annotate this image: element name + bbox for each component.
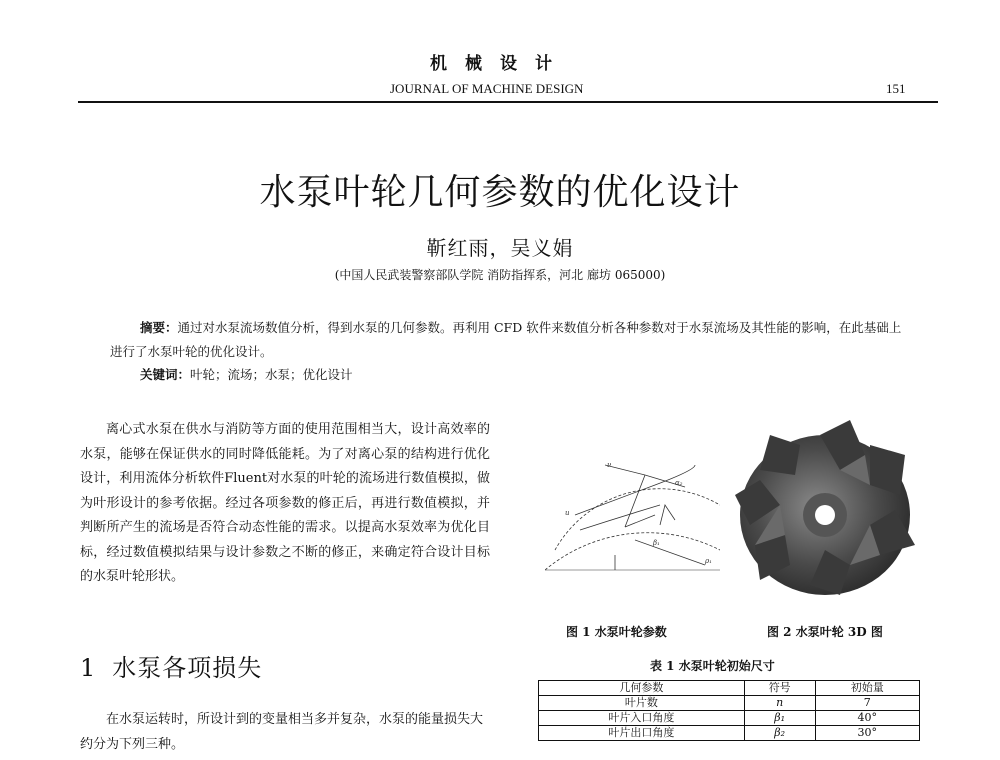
section-title: 水泵各项损失 bbox=[112, 654, 263, 682]
svg-text:ν: ν bbox=[607, 461, 612, 469]
table-1-caption: 表 1 水泵叶轮初始尺寸 bbox=[650, 659, 775, 673]
svg-text:α₂: α₂ bbox=[675, 479, 683, 487]
keywords bbox=[140, 365, 353, 383]
header-rule bbox=[78, 101, 938, 103]
figure-impeller-parameters bbox=[545, 445, 720, 575]
figure-1-caption: 图 1 水泵叶轮参数 bbox=[566, 625, 667, 639]
table-row bbox=[539, 711, 920, 726]
affiliation: (中国人民武装警察部队学院 消防指挥系，河北 廊坊 065000) bbox=[334, 268, 666, 282]
paper-title: 水泵叶轮几何参数的优化设计 bbox=[259, 172, 741, 213]
keywords-label: 关键词： bbox=[140, 367, 191, 382]
table-cell: n bbox=[744, 696, 815, 711]
table-row bbox=[539, 696, 920, 711]
table-cell: 叶片数 bbox=[539, 696, 745, 711]
table-cell: 40° bbox=[815, 711, 919, 726]
table-cell: β₂ bbox=[744, 726, 815, 741]
abstract-text: 通过对水泵流场数值分析，得到水泵的几何参数。再利用 CFD 软件来数值分析各种参数对于水泵流场及其性能的影响，在此基础上进行了水泵叶轮的优化设计。 bbox=[110, 320, 902, 359]
table-header-cell: 几何参数 bbox=[539, 681, 745, 696]
figure-impeller-3d bbox=[730, 415, 920, 600]
abstract-label: 摘要： bbox=[140, 320, 178, 335]
table-header-cell: 符号 bbox=[744, 681, 815, 696]
table-impeller-dimensions bbox=[538, 680, 920, 741]
table-cell: 30° bbox=[815, 726, 919, 741]
intro-paragraph bbox=[80, 418, 490, 590]
svg-text:β₁: β₁ bbox=[653, 539, 660, 547]
intro-text: 离心式水泵在供水与消防等方面的使用范围相当大，设计高效率的水泵，能够在保证供水的同时降低能耗。为了对离心泵的结构进行优化设计，利用流体分析软件Fluent对水泵的叶轮的流场进行数值模拟，做为叶形设计的参考依据。经过各项参数的修正后，再进行数值模拟，并判断所产生的流场是否符合动态性能的需求。以提高水泵效率为优化目标，经过数值模拟结果与设计参数之不断的修正，来确定符合设计目标的水泵叶轮形状。 bbox=[80, 422, 490, 584]
keywords-text: 叶轮；流场；水泵；优化设计 bbox=[190, 367, 353, 382]
journal-name-cn: 机械设计 bbox=[430, 54, 570, 74]
table-cell: 叶片出口角度 bbox=[539, 726, 745, 741]
section-text: 在水泵运转时，所设计到的变量相当多并复杂，水泵的能量损失大约分为下列三种。 bbox=[80, 712, 484, 752]
table-header-row bbox=[539, 681, 920, 696]
page-number: 151 bbox=[886, 81, 906, 96]
svg-text:u: u bbox=[565, 509, 570, 517]
table-row bbox=[539, 726, 920, 741]
journal-name-en: JOURNAL OF MACHINE DESIGN bbox=[390, 81, 584, 96]
section-paragraph bbox=[80, 708, 490, 757]
table-cell: 7 bbox=[815, 696, 919, 711]
figure-2-caption: 图 2 水泵叶轮 3D 图 bbox=[767, 625, 883, 639]
authors: 靳红雨，吴义娟 bbox=[426, 236, 574, 260]
table-header-cell: 初始量 bbox=[815, 681, 919, 696]
section-number: 1 bbox=[80, 654, 97, 682]
svg-text:ρ₁: ρ₁ bbox=[705, 557, 712, 565]
abstract bbox=[110, 316, 910, 364]
table-cell: 叶片入口角度 bbox=[539, 711, 745, 726]
section-heading bbox=[80, 648, 262, 683]
table-cell: β₁ bbox=[744, 711, 815, 726]
